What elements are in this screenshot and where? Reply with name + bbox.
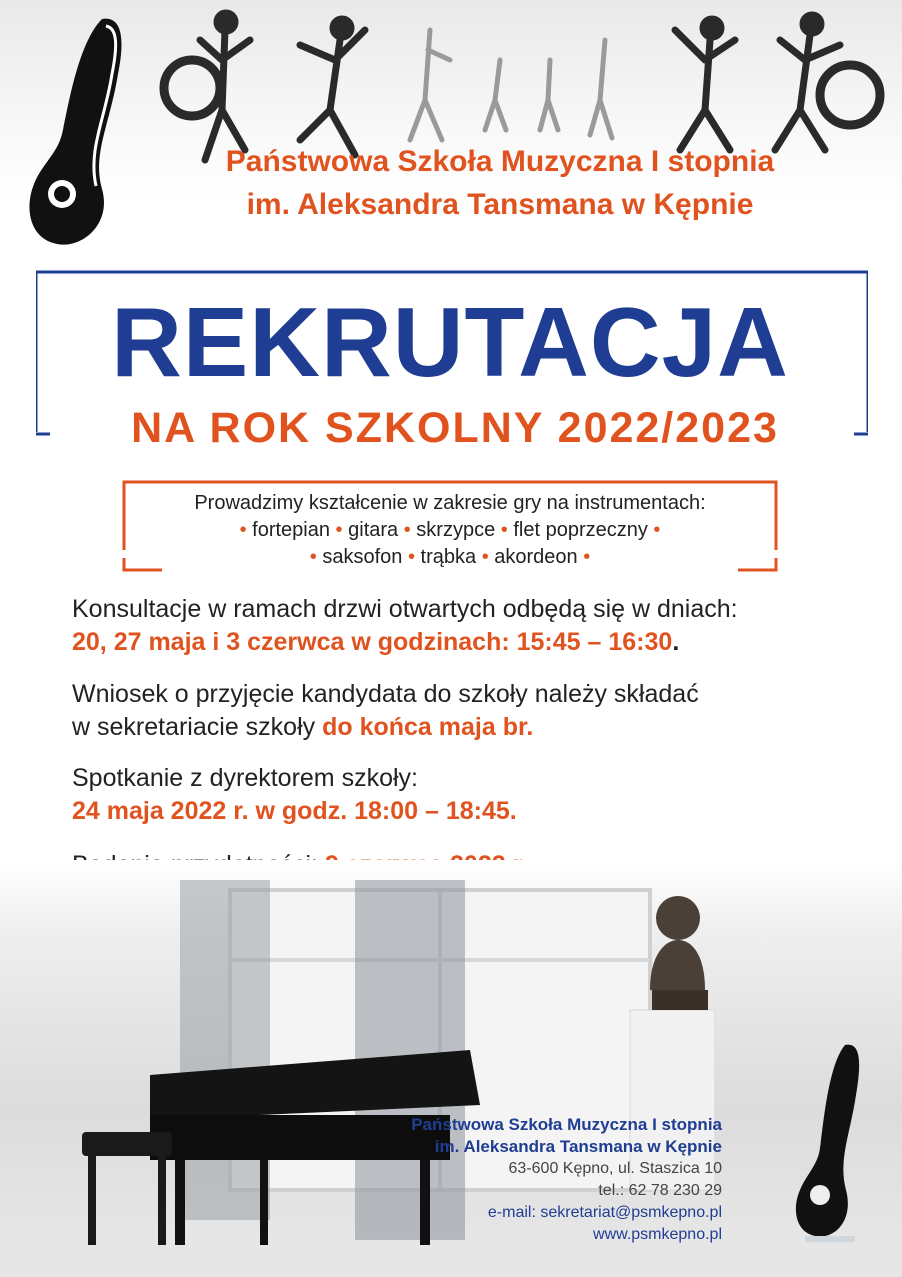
school-logo [22,14,132,249]
consultation-label: Konsultacje w ramach drzwi otwartych odbędą się w dniach: [72,595,738,623]
application-deadline: do końca maja br. [322,713,534,741]
meeting-label: Spotkanie z dyrektorem szkoły: [72,764,418,792]
instrument-item: trąbka [420,546,477,568]
instruments-line1: • fortepian • gitara • skrzypce • flet poprzeczny • [239,519,661,541]
instrument-item: saksofon [322,546,403,568]
contact-email[interactable]: e-mail: sekretariat@psmkepno.pl [487,1204,722,1221]
contact-phone: tel.: 62 78 230 29 [598,1182,722,1199]
consultation-dates-line [72,626,852,659]
contact-school-name2: im. Aleksandra Tansmana w Kępnie [434,1137,722,1156]
contact-address: 63-600 Kępno, ul. Staszica 10 [508,1160,722,1177]
application-info [72,678,852,744]
consultation-dates: 20, 27 maja i 3 czerwca w godzinach: 15:45 – 16:30 [72,628,673,656]
instrument-item: gitara [348,519,399,541]
instrument-item: flet poprzeczny [513,519,648,541]
instruments-text [122,490,778,571]
consultation-dates-end: . [672,628,680,656]
contact-website[interactable]: www.psmkepno.pl [593,1226,722,1243]
instrument-item: fortepian [252,519,330,541]
meeting-date: 24 maja 2022 r. w godz. 18:00 – 18:45. [72,797,517,825]
school-name-line1: Państwowa Szkoła Muzyczna I stopnia [225,145,775,178]
instrument-item: skrzypce [416,519,496,541]
application-line2-wrap [72,711,852,744]
director-meeting-info [72,762,852,828]
guitar-logo-sculpture [790,1040,880,1245]
school-name-header [140,140,860,226]
instruments-intro: Prowadzimy kształcenie w zakresie gry na instrumentach: [194,492,706,514]
headline-title: REKRUTACJA [111,287,789,397]
headline-subtitle: NA ROK SZKOLNY 2022/2023 [131,404,779,452]
contact-block [302,1114,722,1246]
instrument-item: akordeon [494,546,578,568]
instruments-line2: • saksofon • trąbka • akordeon • [309,546,591,568]
application-line2: w sekretariacie szkoły [72,713,323,741]
school-name-line2: im. Aleksandra Tansmana w Kępnie [246,188,754,221]
consultation-info [72,593,852,659]
application-line1: Wniosek o przyjęcie kandydata do szkoły należy składać [72,680,699,708]
contact-school-name1: Państwowa Szkoła Muzyczna I stopnia [411,1115,722,1134]
